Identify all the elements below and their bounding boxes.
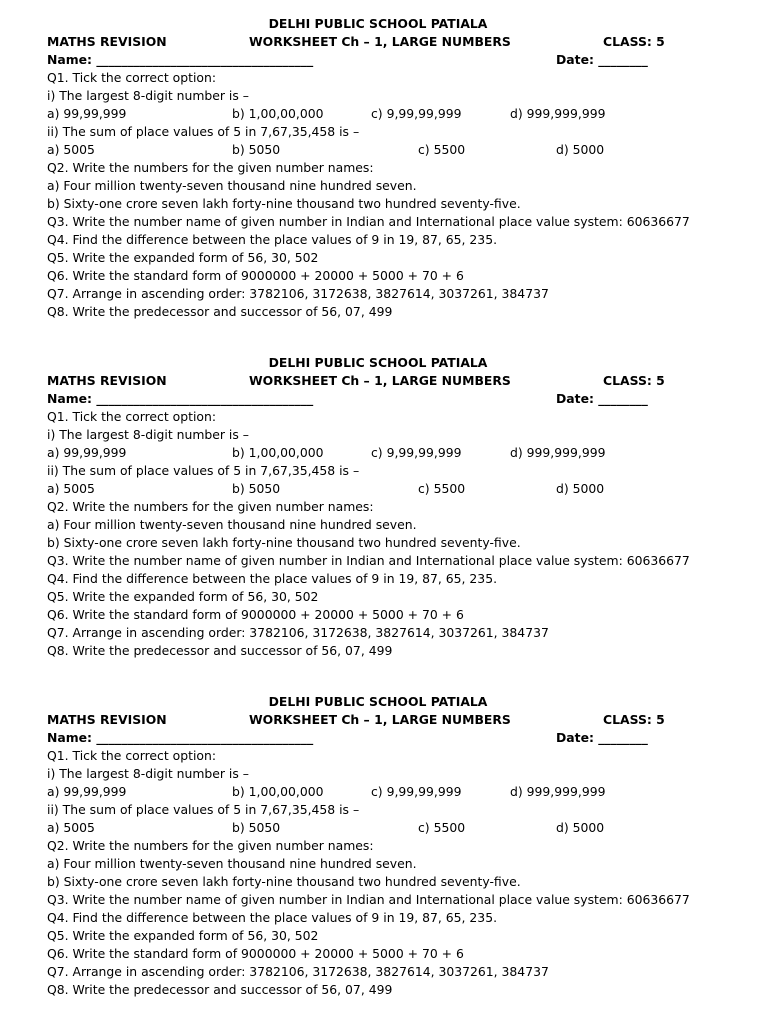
q5-text: Q5. Write the expanded form of 56, 30, 502	[47, 250, 319, 265]
worksheet-title: WORKSHEET Ch – 1, LARGE NUMBERS	[249, 373, 511, 388]
q1-i-option-d: d) 999,999,999	[510, 445, 606, 460]
q7-text: Q7. Arrange in ascending order: 3782106, 3172638, 3827614, 3037261, 384737	[47, 625, 549, 640]
subject-label: MATHS REVISION	[47, 373, 167, 388]
q6-text: Q6. Write the standard form of 9000000 + 20000 + 5000 + 70 + 6	[47, 268, 464, 283]
q1-ii-option-d: d) 5000	[556, 481, 605, 496]
worksheet-copy-2	[0, 354, 768, 674]
q2-b: b) Sixty-one crore seven lakh forty-nine thousand two hundred seventy-five.	[47, 196, 521, 211]
q1-i-text: i) The largest 8-digit number is –	[47, 766, 249, 781]
q2-a: a) Four million twenty-seven thousand nine hundred seven.	[47, 856, 417, 871]
date-field-label: Date: ________	[556, 391, 648, 406]
q8-text: Q8. Write the predecessor and successor of 56, 07, 499	[47, 982, 393, 997]
name-field-label: Name: ___________________________________	[47, 730, 314, 745]
q2-b: b) Sixty-one crore seven lakh forty-nine thousand two hundred seventy-five.	[47, 874, 521, 889]
q2-prompt: Q2. Write the numbers for the given number names:	[47, 499, 374, 514]
q1-i-option-b: b) 1,00,00,000	[232, 784, 324, 799]
class-label: CLASS: 5	[603, 712, 665, 727]
q1-ii-text: ii) The sum of place values of 5 in 7,67,35,458 is –	[47, 463, 360, 478]
q1-ii-text: ii) The sum of place values of 5 in 7,67,35,458 is –	[47, 802, 360, 817]
date-field-label: Date: ________	[556, 52, 648, 67]
q5-text: Q5. Write the expanded form of 56, 30, 502	[47, 928, 319, 943]
school-name: DELHI PUBLIC SCHOOL PATIALA	[268, 694, 488, 709]
worksheet-copy-3	[0, 693, 768, 1013]
class-label: CLASS: 5	[603, 34, 665, 49]
q1-ii-option-a: a) 5005	[47, 481, 95, 496]
q1-ii-text: ii) The sum of place values of 5 in 7,67,35,458 is –	[47, 124, 360, 139]
q1-i-option-c: c) 9,99,99,999	[371, 784, 462, 799]
q6-text: Q6. Write the standard form of 9000000 + 20000 + 5000 + 70 + 6	[47, 607, 464, 622]
q1-ii-option-c: c) 5500	[418, 481, 466, 496]
class-label: CLASS: 5	[603, 373, 665, 388]
worksheet-title: WORKSHEET Ch – 1, LARGE NUMBERS	[249, 34, 511, 49]
name-field-label: Name: ___________________________________	[47, 391, 314, 406]
q1-ii-option-d: d) 5000	[556, 142, 605, 157]
worksheet-copy-1	[0, 15, 768, 335]
q1-ii-option-a: a) 5005	[47, 820, 95, 835]
q7-text: Q7. Arrange in ascending order: 3782106, 3172638, 3827614, 3037261, 384737	[47, 964, 549, 979]
q1-i-option-a: a) 99,99,999	[47, 106, 127, 121]
q1-i-option-b: b) 1,00,00,000	[232, 106, 324, 121]
q1-prompt: Q1. Tick the correct option:	[47, 70, 217, 85]
q4-text: Q4. Find the difference between the place values of 9 in 19, 87, 65, 235.	[47, 910, 498, 925]
school-name: DELHI PUBLIC SCHOOL PATIALA	[268, 16, 488, 31]
q4-text: Q4. Find the difference between the place values of 9 in 19, 87, 65, 235.	[47, 571, 498, 586]
q1-prompt: Q1. Tick the correct option:	[47, 748, 217, 763]
q3-text: Q3. Write the number name of given number in Indian and International place value system: 60636677	[47, 892, 690, 907]
q6-text: Q6. Write the standard form of 9000000 + 20000 + 5000 + 70 + 6	[47, 946, 464, 961]
worksheet-title: WORKSHEET Ch – 1, LARGE NUMBERS	[249, 712, 511, 727]
q3-text: Q3. Write the number name of given number in Indian and International place value system: 60636677	[47, 553, 690, 568]
q1-ii-option-a: a) 5005	[47, 142, 95, 157]
q1-ii-option-b: b) 5050	[232, 820, 281, 835]
q1-ii-option-b: b) 5050	[232, 142, 281, 157]
name-field-label: Name: ___________________________________	[47, 52, 314, 67]
q2-prompt: Q2. Write the numbers for the given number names:	[47, 838, 374, 853]
q1-prompt: Q1. Tick the correct option:	[47, 409, 217, 424]
q4-text: Q4. Find the difference between the place values of 9 in 19, 87, 65, 235.	[47, 232, 498, 247]
q2-a: a) Four million twenty-seven thousand nine hundred seven.	[47, 178, 417, 193]
q1-ii-option-c: c) 5500	[418, 820, 466, 835]
q1-i-text: i) The largest 8-digit number is –	[47, 427, 249, 442]
q1-i-option-d: d) 999,999,999	[510, 106, 606, 121]
q8-text: Q8. Write the predecessor and successor of 56, 07, 499	[47, 304, 393, 319]
q1-i-option-c: c) 9,99,99,999	[371, 445, 462, 460]
q1-i-option-c: c) 9,99,99,999	[371, 106, 462, 121]
q2-a: a) Four million twenty-seven thousand nine hundred seven.	[47, 517, 417, 532]
subject-label: MATHS REVISION	[47, 712, 167, 727]
q1-i-option-d: d) 999,999,999	[510, 784, 606, 799]
q1-i-option-b: b) 1,00,00,000	[232, 445, 324, 460]
q2-b: b) Sixty-one crore seven lakh forty-nine thousand two hundred seventy-five.	[47, 535, 521, 550]
q5-text: Q5. Write the expanded form of 56, 30, 502	[47, 589, 319, 604]
q1-i-option-a: a) 99,99,999	[47, 445, 127, 460]
q1-ii-option-d: d) 5000	[556, 820, 605, 835]
q1-i-option-a: a) 99,99,999	[47, 784, 127, 799]
subject-label: MATHS REVISION	[47, 34, 167, 49]
q1-ii-option-b: b) 5050	[232, 481, 281, 496]
q7-text: Q7. Arrange in ascending order: 3782106, 3172638, 3827614, 3037261, 384737	[47, 286, 549, 301]
school-name: DELHI PUBLIC SCHOOL PATIALA	[268, 355, 488, 370]
q2-prompt: Q2. Write the numbers for the given number names:	[47, 160, 374, 175]
q3-text: Q3. Write the number name of given number in Indian and International place value system: 60636677	[47, 214, 690, 229]
q8-text: Q8. Write the predecessor and successor of 56, 07, 499	[47, 643, 393, 658]
q1-ii-option-c: c) 5500	[418, 142, 466, 157]
q1-i-text: i) The largest 8-digit number is –	[47, 88, 249, 103]
date-field-label: Date: ________	[556, 730, 648, 745]
